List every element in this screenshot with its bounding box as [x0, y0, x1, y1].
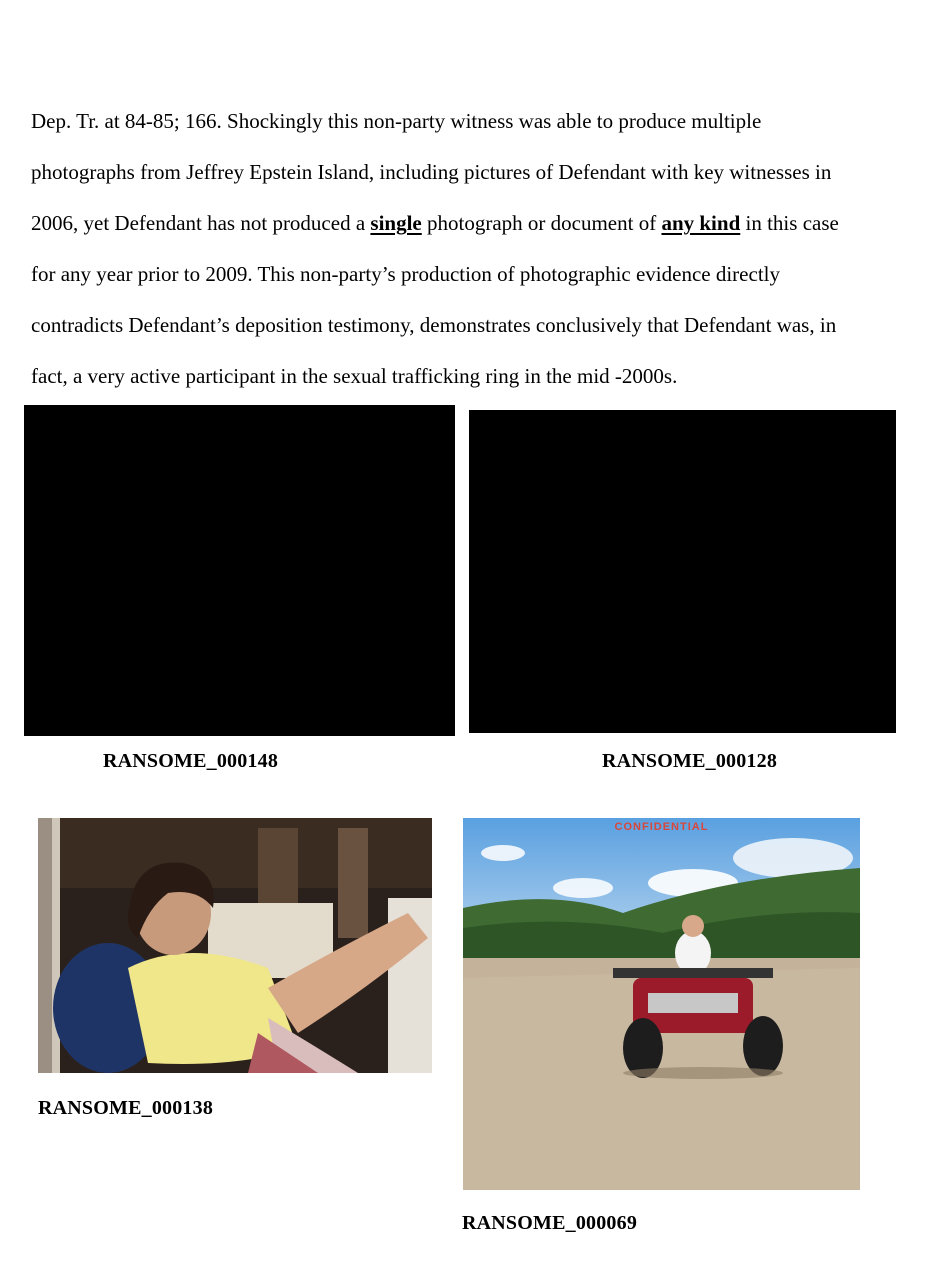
emphasis-single: single	[370, 211, 422, 235]
redacted-photo-left	[24, 405, 455, 736]
caption-bottom-left: RANSOME_000138	[38, 1097, 214, 1119]
caption-top-left: RANSOME_000148	[103, 750, 279, 772]
redacted-photo-right	[469, 410, 896, 733]
confidential-stamp: CONFIDENTIAL	[614, 821, 709, 833]
paragraph-line-4: for any year prior to 2009. This non-party’s production of photographic evidence directly	[31, 262, 780, 286]
paragraph-line-5: contradicts Defendant’s deposition testimony, demonstrates conclusively that Defendant was, in	[31, 313, 837, 337]
line3-part-e: in this case	[740, 211, 839, 235]
caption-top-right: RANSOME_000128	[602, 750, 778, 772]
emphasis-any-kind: any kind	[661, 211, 741, 235]
paragraph-line-1: Dep. Tr. at 84-85; 166. Shockingly this non-party witness was able to produce multiple	[31, 109, 762, 133]
body-paragraph	[31, 96, 921, 402]
line3-part-c: photograph or document of	[421, 211, 662, 235]
paragraph-line-2: photographs from Jeffrey Epstein Island, including pictures of Defendant with key witnesses in	[31, 160, 832, 184]
paragraph-line-6: fact, a very active participant in the sexual trafficking ring in the mid -2000s.	[31, 364, 678, 388]
paragraph-line-3	[31, 198, 921, 249]
photo-man-on-atv	[463, 818, 860, 1190]
line3-part-a: 2006, yet Defendant has not produced a	[31, 211, 371, 235]
photo-woman-on-chair	[38, 818, 432, 1073]
caption-bottom-right: RANSOME_000069	[462, 1212, 638, 1234]
